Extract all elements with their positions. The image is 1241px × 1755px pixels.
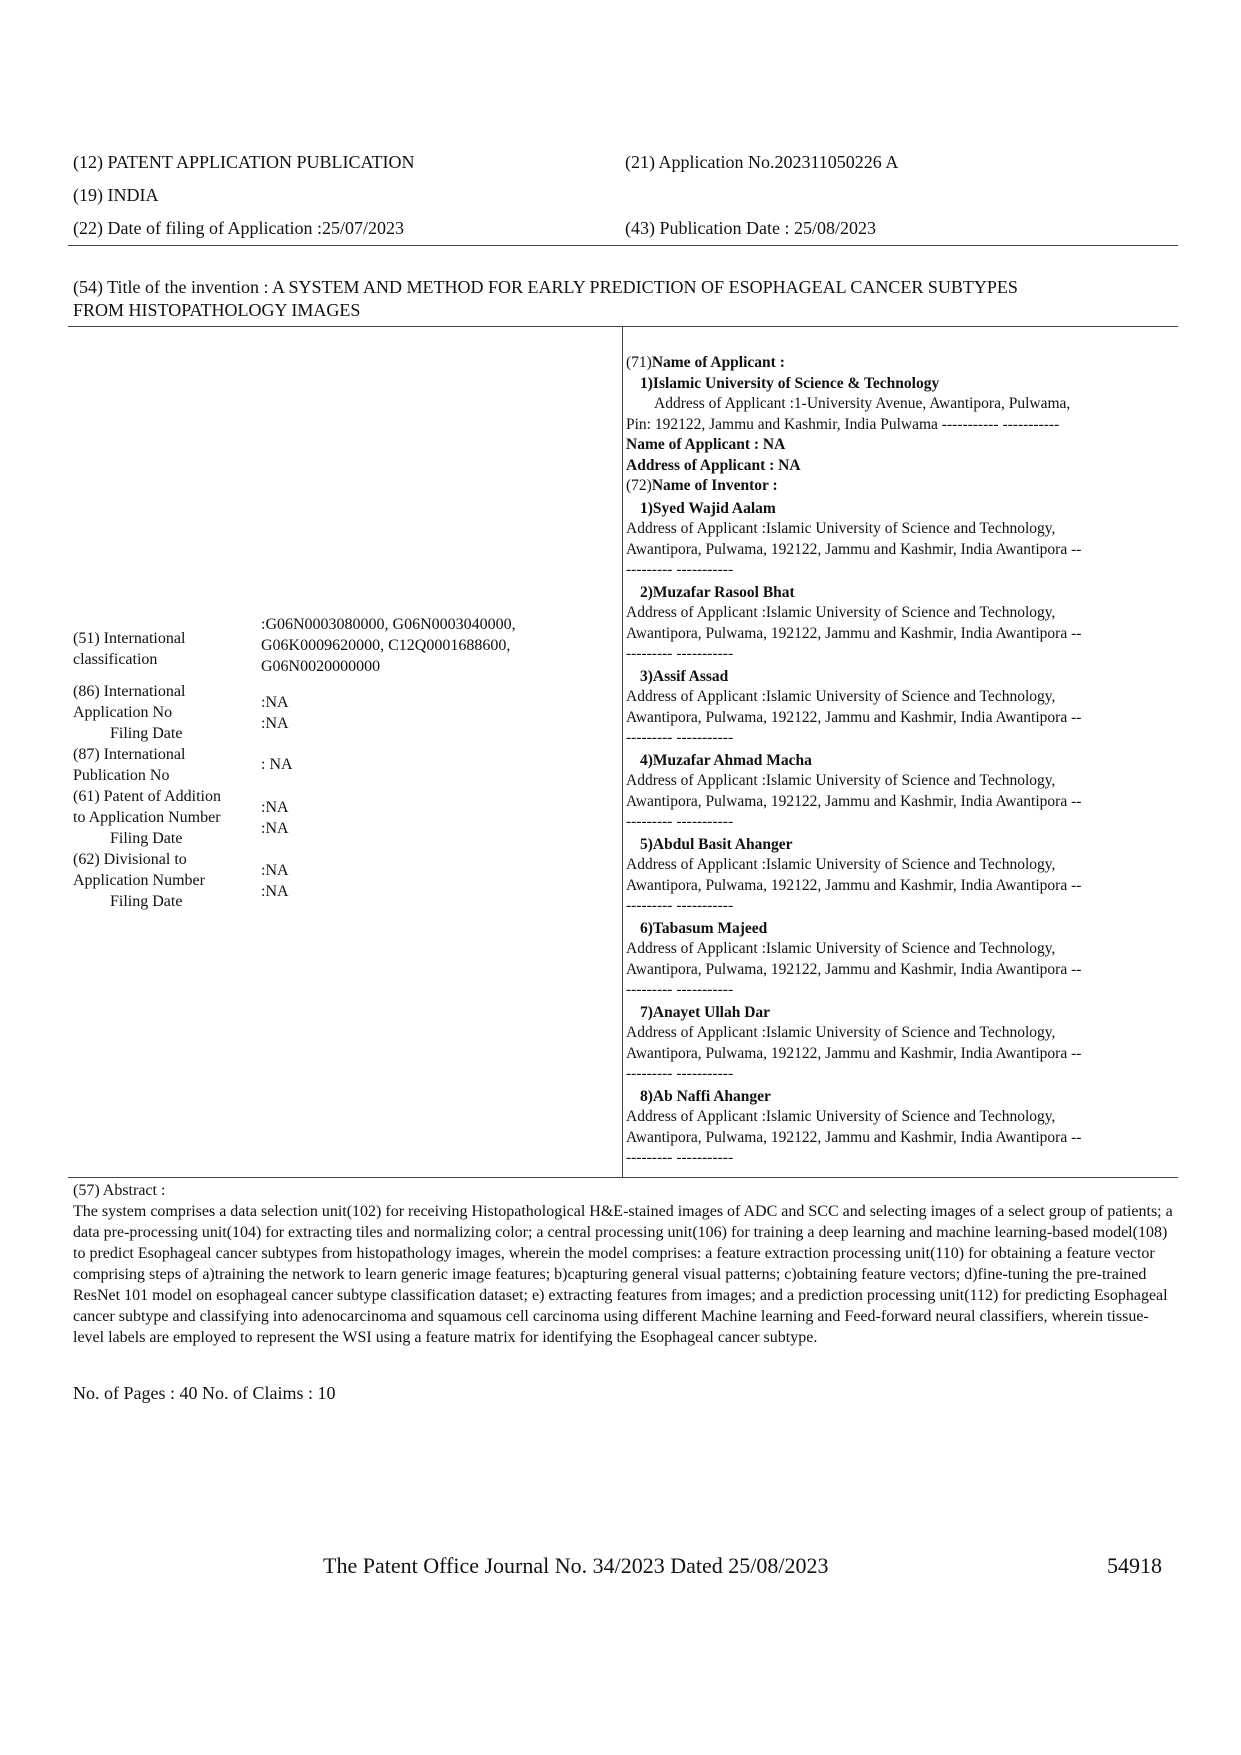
inventor-entry — [626, 1003, 1181, 1085]
inventor-address-line: Address of Applicant :Islamic University of Science and Technology, — [626, 604, 1056, 621]
value-line: :G06N0003080000, G06N0003040000, — [261, 616, 516, 633]
label-line: to Application Number — [73, 809, 221, 826]
inventor-entry — [626, 667, 1181, 749]
inventor-address-line: Awantipora, Pulwama, 192122, Jammu and Kashmir, India Awantipora -- — [626, 960, 1082, 978]
inventor-heading — [626, 476, 1181, 497]
inventor-address-line: Address of Applicant :Islamic University of Science and Technology, — [626, 772, 1056, 789]
intl-classification-label — [73, 614, 261, 677]
publication-type: (12) PATENT APPLICATION PUBLICATION — [73, 152, 415, 172]
inventor-address-line: Address of Applicant :Islamic University of Science and Technology, — [626, 520, 1056, 537]
label-line: (51) International — [73, 630, 186, 647]
inventor-address-line: --------- ----------- — [626, 645, 734, 662]
intl-application-row — [73, 681, 613, 744]
inventor-address-line: Awantipora, Pulwama, 192122, Jammu and Kashmir, India Awantipora -- — [626, 540, 1082, 558]
intl-publication-label — [73, 744, 261, 786]
patent-addition-label — [73, 786, 261, 849]
intl-classification-row — [73, 614, 613, 677]
intl-publication-row — [73, 744, 613, 786]
label-line: Filing Date — [110, 725, 183, 742]
abstract-text: The system comprises a data selection unit(102) for receiving Histopathological H&E-stained images of ADC and SCC and selecting images of a select group of patients; a data pre-processing unit(104) for extracting tiles and normalizing color; a central processing unit(106) for training a deep learning and machine learning-based model(108) to predict Esophageal cancer subtypes from histopathology images, wherein the model comprises: a feature extraction processing unit(110) for obtaining a feature vector comprising steps of a)training the network to learn generic image features; b)capturing general visual patterns; c)obtaining feature vectors; d)fine-tuning the pre-trained ResNet 101 model on esophageal cancer subtype classification dataset; e) extracting features from images; and a prediction processing unit(112) for predicting Esophageal cancer subtype and classifying into adenocarcinoma and squamous cell carcinoma using different Machine learning and Feed-forward neural classifiers, wherein tissue-level labels are employed to represent the WSI using a feature matrix for identifying the Esophageal cancer subtype. — [73, 1203, 1173, 1346]
inventor-address-line: --------- ----------- — [626, 813, 734, 830]
publication-date: (43) Publication Date : 25/08/2023 — [625, 218, 876, 238]
divisional-row — [73, 849, 613, 912]
label-line: (61) Patent of Addition — [73, 788, 221, 805]
value-line: :NA — [261, 883, 289, 900]
inventor-address-line: --------- ----------- — [626, 1065, 734, 1082]
inventor-list — [626, 499, 1181, 1169]
country: (19) INDIA — [73, 185, 159, 205]
page-number: 54918 — [1107, 1553, 1162, 1578]
heading-prefix: (72) — [626, 477, 652, 494]
inventor-address-line: Awantipora, Pulwama, 192122, Jammu and Kashmir, India Awantipora -- — [626, 1044, 1082, 1062]
label-line: (87) International — [73, 746, 186, 763]
applicant-name: 1)Islamic University of Science & Technology — [640, 374, 940, 392]
value-line: :NA — [261, 694, 289, 711]
header-divider — [68, 245, 1178, 246]
intl-application-value — [261, 681, 613, 744]
inventor-name: 8)Ab Naffi Ahanger — [640, 1087, 771, 1105]
heading-text: Name of Applicant : — [651, 354, 785, 371]
inventor-name: 1)Syed Wajid Aalam — [640, 499, 776, 517]
inventor-name: 2)Muzafar Rasool Bhat — [640, 583, 795, 601]
title-divider — [68, 326, 1178, 327]
bibliographic-data — [73, 614, 613, 912]
inventor-name: 7)Anayet Ullah Dar — [640, 1003, 771, 1021]
pages-claims-count: No. of Pages : 40 No. of Claims : 10 — [73, 1383, 336, 1403]
value-line: G06K0009620000, C12Q0001688600, — [261, 637, 511, 654]
inventor-name: 3)Assif Assad — [640, 667, 729, 685]
inventor-entry — [626, 919, 1181, 1001]
patent-addition-row — [73, 786, 613, 849]
patent-addition-value — [261, 786, 613, 849]
inventor-entry — [626, 751, 1181, 833]
label-line: (86) International — [73, 683, 186, 700]
inventor-entry — [626, 583, 1181, 665]
applicant-address-line-2: Pin: 192122, Jammu and Kashmir, India Pulwama ----------- ----------- — [626, 415, 1060, 433]
invention-title-line-1: (54) Title of the invention : A SYSTEM AND METHOD FOR EARLY PREDICTION OF ESOPHAGEAL CANCER SUBTYPES — [73, 277, 1018, 297]
inventor-address-line: Address of Applicant :Islamic University of Science and Technology, — [626, 940, 1056, 957]
application-number: (21) Application No.202311050226 A — [625, 152, 899, 172]
inventor-address-line: --------- ----------- — [626, 561, 734, 578]
heading-prefix: (71) — [626, 354, 652, 371]
intl-classification-value — [261, 614, 613, 677]
value-line: :NA — [261, 820, 289, 837]
inventor-name: 5)Abdul Basit Ahanger — [640, 835, 793, 853]
divisional-label — [73, 849, 261, 912]
intl-publication-value: : NA — [261, 756, 293, 773]
label-line: classification — [73, 651, 158, 668]
inventor-entry — [626, 835, 1181, 917]
value-line: G06N0020000000 — [261, 658, 381, 675]
label-line: Filing Date — [110, 893, 183, 910]
column-divider — [622, 326, 623, 1177]
inventor-address-line: Awantipora, Pulwama, 192122, Jammu and Kashmir, India Awantipora -- — [626, 792, 1082, 810]
inventor-entry — [626, 499, 1181, 581]
invention-title-line-2: FROM HISTOPATHOLOGY IMAGES — [73, 300, 361, 320]
abstract-section — [73, 1180, 1178, 1348]
journal-footer: The Patent Office Journal No. 34/2023 Dated 25/08/2023 — [323, 1553, 829, 1578]
value-line: :NA — [261, 799, 289, 816]
label-line: Application Number — [73, 872, 205, 889]
inventor-address-line: --------- ----------- — [626, 1149, 734, 1166]
label-line: (62) Divisional to — [73, 851, 187, 868]
applicant-address-line-1: Address of Applicant :1-University Avenue, Awantipora, Pulwama, — [654, 395, 1071, 412]
applicant-name-na: Name of Applicant : NA — [626, 436, 786, 453]
inventor-address-line: Awantipora, Pulwama, 192122, Jammu and Kashmir, India Awantipora -- — [626, 1128, 1082, 1146]
inventor-address-line: --------- ----------- — [626, 897, 734, 914]
invention-title — [73, 276, 1173, 322]
label-line: Filing Date — [110, 830, 183, 847]
inventor-address-line: Address of Applicant :Islamic University of Science and Technology, — [626, 856, 1056, 873]
inventor-address-line: Awantipora, Pulwama, 192122, Jammu and Kashmir, India Awantipora -- — [626, 876, 1082, 894]
inventor-address-line: Address of Applicant :Islamic University of Science and Technology, — [626, 1024, 1056, 1041]
inventor-address-line: Awantipora, Pulwama, 192122, Jammu and Kashmir, India Awantipora -- — [626, 624, 1082, 642]
applicant-heading — [626, 353, 1181, 374]
applicant-inventor-block — [626, 353, 1181, 1169]
filing-date: (22) Date of filing of Application :25/07/2023 — [73, 218, 404, 238]
inventor-entry — [626, 1087, 1181, 1169]
label-line: Publication No — [73, 767, 170, 784]
inventor-address-line: Awantipora, Pulwama, 192122, Jammu and Kashmir, India Awantipora -- — [626, 708, 1082, 726]
body-divider — [68, 1177, 1178, 1178]
inventor-name: 6)Tabasum Majeed — [640, 919, 768, 937]
inventor-address-line: Address of Applicant :Islamic University of Science and Technology, — [626, 1108, 1056, 1125]
value-line: :NA — [261, 862, 289, 879]
inventor-address-line: --------- ----------- — [626, 729, 734, 746]
inventor-name: 4)Muzafar Ahmad Macha — [640, 751, 812, 769]
abstract-heading: (57) Abstract : — [73, 1182, 166, 1199]
heading-text: Name of Inventor : — [651, 477, 778, 494]
value-line: :NA — [261, 715, 289, 732]
intl-application-label — [73, 681, 261, 744]
label-line: Application No — [73, 704, 173, 721]
divisional-value — [261, 849, 613, 912]
inventor-address-line: --------- ----------- — [626, 981, 734, 998]
inventor-address-line: Address of Applicant :Islamic University of Science and Technology, — [626, 688, 1056, 705]
applicant-address-na: Address of Applicant : NA — [626, 456, 801, 474]
